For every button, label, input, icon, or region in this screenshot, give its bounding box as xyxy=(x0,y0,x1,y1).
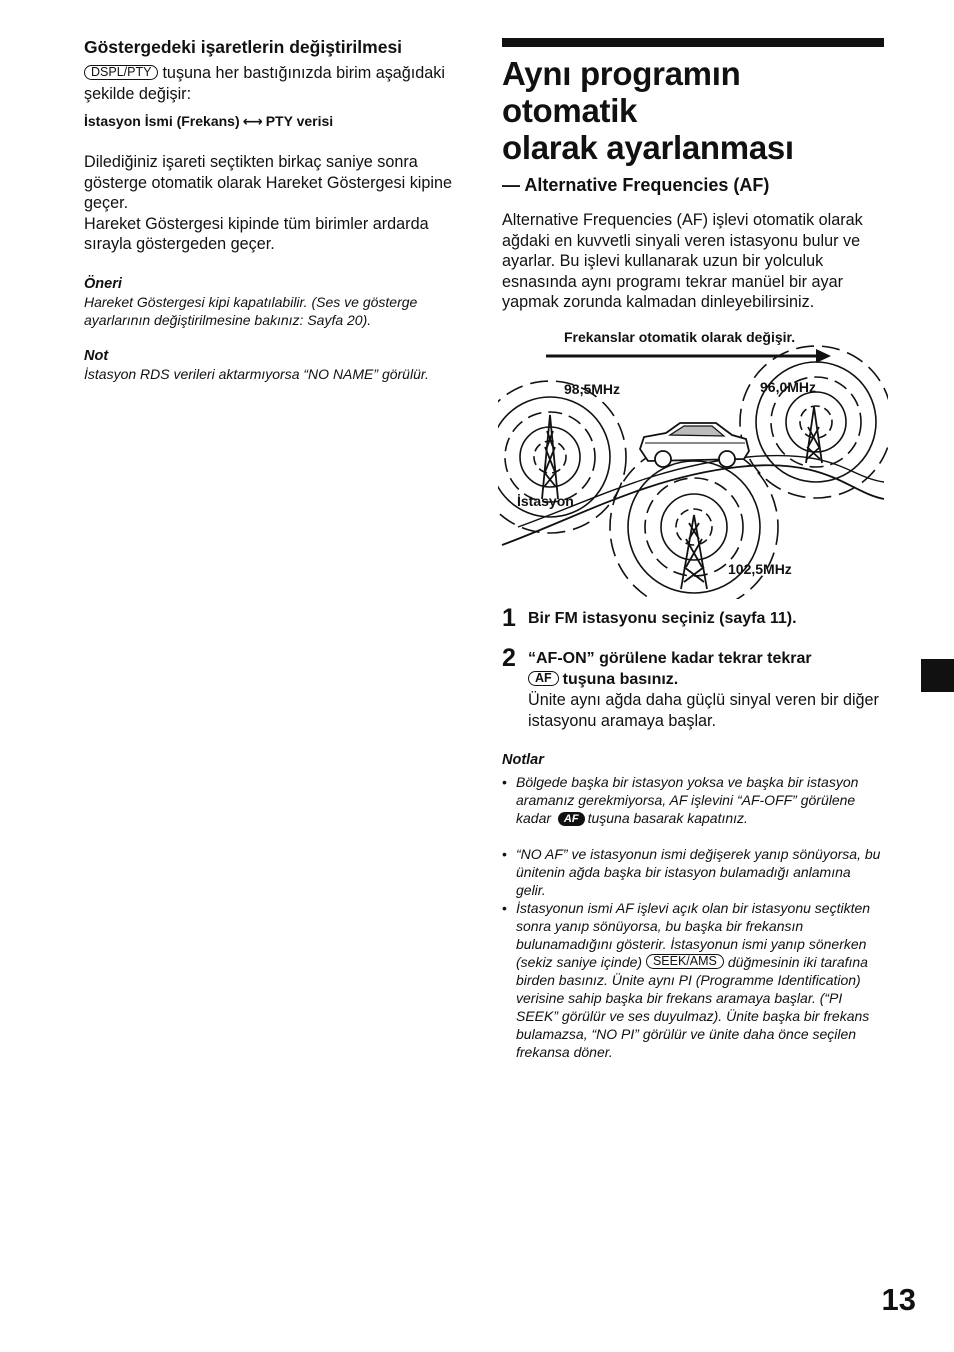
note-block xyxy=(84,347,469,383)
step-title-text: “AF-ON” görülene kadar tekrar tekrar xyxy=(528,650,812,667)
section-heading-display: Göstergedeki işaretlerin değiştirilmesi xyxy=(84,37,403,57)
frequency-right-label: 96,0MHz xyxy=(760,378,817,395)
section-tab-marker xyxy=(921,659,954,692)
cycle-from: İstasyon İsmi (Frekans) xyxy=(84,113,240,129)
radio-tower-icon xyxy=(681,515,707,589)
af-key: AF xyxy=(528,671,559,686)
step-title-rest: tuşuna basınız. xyxy=(562,670,679,688)
intro-paragraph xyxy=(84,63,469,104)
station-label: İstasyon xyxy=(517,492,574,509)
title-line-1: Aynı programın otomatik xyxy=(502,55,741,129)
list-item xyxy=(502,773,884,827)
note-1-text-end: tuşuna basarak kapatınız. xyxy=(587,810,748,826)
notes-list xyxy=(502,773,884,1061)
frequency-left-label: 98,5MHz xyxy=(564,380,621,397)
note-text: İstasyon RDS verileri aktarmıyorsa “NO NAME” görülür. xyxy=(84,365,429,382)
af-diagram xyxy=(498,327,888,599)
cycle-to: PTY verisi xyxy=(265,113,334,129)
af-key-filled: AF xyxy=(558,812,585,826)
radio-tower-icon xyxy=(806,407,822,463)
dspl-pty-key: DSPL/PTY xyxy=(84,65,158,80)
double-arrow-icon: ⟷ xyxy=(242,113,263,129)
frequency-bottom-label: 102,5MHz xyxy=(728,560,792,577)
step-2 xyxy=(502,644,884,731)
step-title: Bir FM istasyonu seçiniz (sayfa 11). xyxy=(528,609,797,627)
seek-ams-key: SEEK/AMS xyxy=(646,954,724,969)
page-title xyxy=(502,55,884,166)
step-1 xyxy=(502,603,884,632)
step-title xyxy=(528,649,884,690)
notes-heading: Notlar xyxy=(502,752,544,768)
note-heading: Not xyxy=(84,347,109,364)
step-number: 2 xyxy=(502,644,516,672)
right-station-waves xyxy=(740,346,888,498)
left-column xyxy=(84,36,469,383)
step-number: 1 xyxy=(502,603,516,632)
tip-block xyxy=(84,275,469,329)
tip-text: Hareket Göstergesi kipi kapatılabilir. (Ses ve gösterge ayarlarının değiştirilmesine bakınız: Sayfa 20). xyxy=(84,293,418,328)
af-diagram-illustration xyxy=(498,327,888,599)
note-2-text: “NO AF” ve istasyonun ismi değişerek yanıp sönüyorsa, bu ünitenin ağda başka bir istasyon bulamadığı anlamına gelir. xyxy=(516,846,881,898)
title-rule xyxy=(502,38,884,47)
diagram-caption: Frekanslar otomatik olarak değişir. xyxy=(564,328,796,345)
note-3-text-end: düğmesinin iki tarafına birden basınız. Ünite aynı PI (Programme Identification) verisine sahip başka bir frekans aramaya başlar. (“PI SEEK” görülür ve ses duyulmaz). Ünite başka bir frekans bulamazsa, “NO PI” görülür ve ünite daha önce seçilen frekansa döner. xyxy=(516,954,870,1060)
note-3-text: İstasyonun ismi AF işlevi açık olan bir istasyonu seçtikten sonra yanıp sönüyorsa, bu başka bir frekansın bulunamadığını gösterir. İstasyonun ismi yanıp sönerken (sekiz saniye içinde) xyxy=(516,900,871,970)
tip-heading: Öneri xyxy=(84,275,122,292)
paragraph-1: Dilediğiniz işareti seçtikten birkaç saniye sonra gösterge otomatik olarak Hareket Göstergesi kipine geçer. xyxy=(84,153,452,212)
step-text: Ünite aynı ağda daha güçlü sinyal veren bir diğer istasyonu aramaya başlar. xyxy=(528,691,879,730)
title-line-2: olarak ayarlanması xyxy=(502,129,794,166)
right-column xyxy=(502,38,884,1061)
page-number: 13 xyxy=(881,1282,916,1317)
page-subtitle: — Alternative Frequencies (AF) xyxy=(502,175,770,195)
notes-block xyxy=(502,751,884,1061)
intro-text: tuşuna her bastığınızda birim aşağıdaki şekilde değişir: xyxy=(84,64,445,103)
display-cycle xyxy=(84,112,469,130)
note-1-text: Bölgede başka bir istasyon yoksa ve başka bir istasyon aramanız gerekmiyorsa, AF işlevini “AF-OFF” görülene kadar xyxy=(516,774,859,826)
paragraph-2: Hareket Göstergesi kipinde tüm birimler ardarda sırayla göstergeden geçer. xyxy=(84,214,429,253)
car-icon xyxy=(640,423,749,467)
list-item xyxy=(502,899,884,1061)
list-item xyxy=(502,845,884,899)
af-intro: Alternative Frequencies (AF) işlevi otomatik olarak ağdaki en kuvvetli sinyali veren istasyonu bulur ve ayarlar. Bu işlevi kullanarak uzun bir yolculuk esnasında aynı programı tekrar manüel bir ayar yapmak zorunda kalmadan dinleyebilirsiniz. xyxy=(502,211,863,311)
